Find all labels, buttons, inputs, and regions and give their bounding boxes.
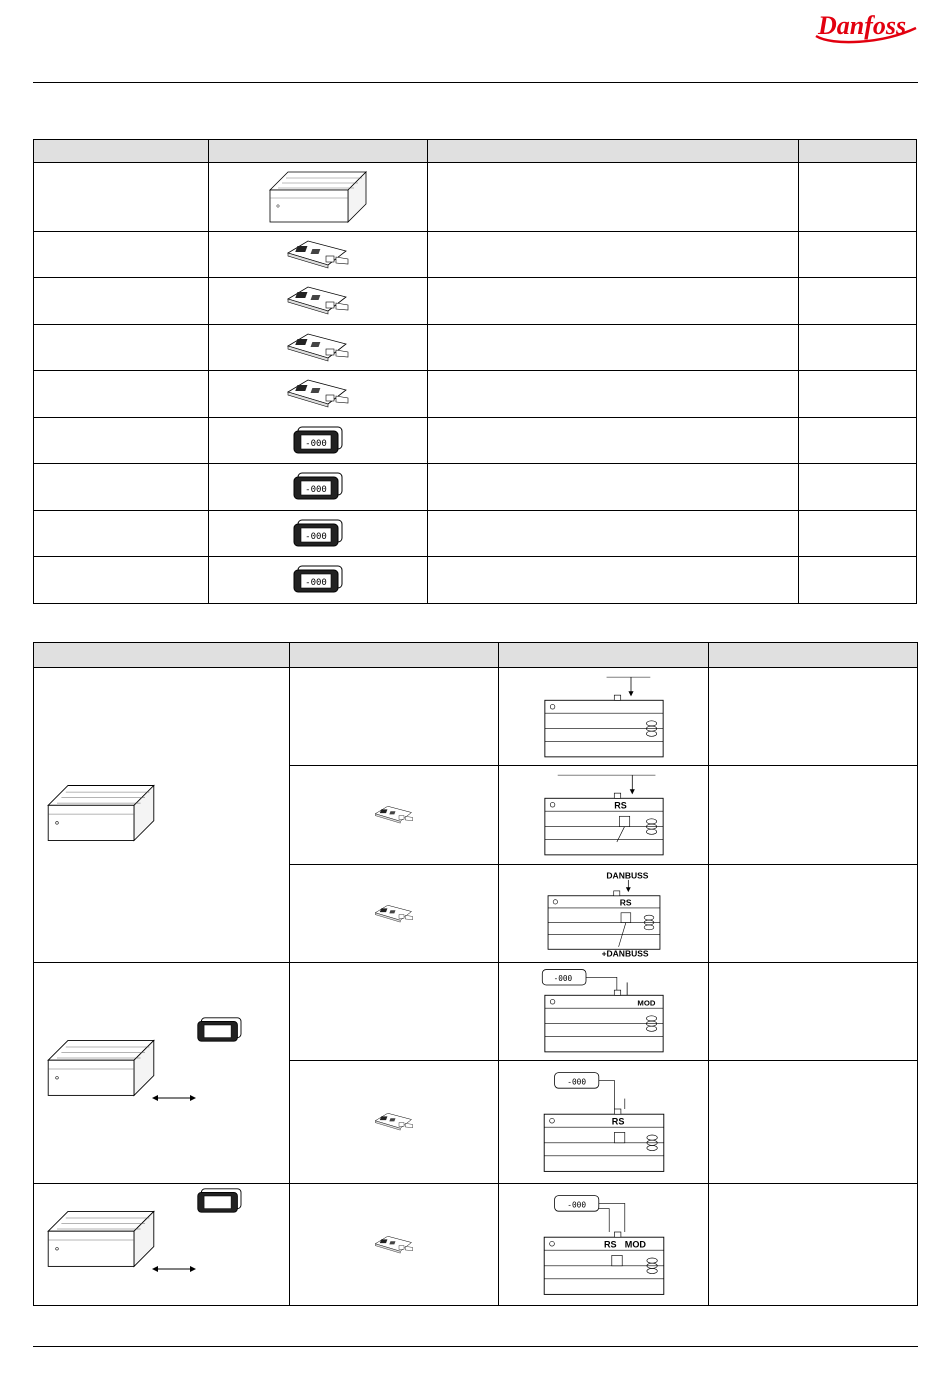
header-cell — [709, 643, 918, 668]
wiring-diagram-icon — [539, 1067, 669, 1177]
wiring-diagram-icon — [539, 770, 669, 860]
product-table-header — [34, 140, 917, 163]
circuit-board-icon — [374, 903, 414, 925]
mod-label: MOD — [624, 1239, 646, 1250]
rs-label: RS — [611, 1116, 624, 1127]
display-readout: -000 — [553, 973, 572, 983]
wiring-cell — [499, 766, 709, 865]
image-cell — [209, 163, 428, 232]
configuration-table — [33, 642, 918, 1306]
description-cell — [428, 418, 799, 464]
code-cell — [799, 371, 917, 418]
wiring-cell — [499, 1184, 709, 1306]
note-cell — [709, 963, 918, 1061]
type-cell — [34, 325, 209, 371]
header-cell — [799, 140, 917, 163]
table-row — [34, 668, 918, 766]
description-cell — [428, 278, 799, 325]
device-image-cell — [34, 963, 290, 1184]
table-row — [34, 232, 917, 278]
code-cell — [799, 464, 917, 511]
wiring-cell — [499, 865, 709, 963]
code-cell — [799, 163, 917, 232]
device-image-cell — [34, 1184, 290, 1306]
table-row — [34, 557, 917, 604]
table-row — [34, 511, 917, 557]
wiring-diagram-icon — [539, 672, 669, 762]
circuit-board-icon — [286, 239, 350, 271]
description-cell — [428, 511, 799, 557]
type-cell — [34, 371, 209, 418]
display-readout: -000 — [566, 1077, 586, 1087]
header-cell — [428, 140, 799, 163]
description-cell — [428, 371, 799, 418]
display-readout: -000 — [305, 531, 327, 542]
description-cell — [428, 163, 799, 232]
note-cell — [709, 1061, 918, 1184]
rs-label: RS — [603, 1239, 617, 1250]
header-cell — [499, 643, 709, 668]
type-cell — [34, 557, 209, 604]
code-cell — [799, 278, 917, 325]
product-table — [33, 139, 917, 604]
description-cell — [428, 464, 799, 511]
image-cell — [209, 371, 428, 418]
controller-module-icon — [46, 763, 156, 863]
table-row — [34, 163, 917, 232]
description-cell — [428, 325, 799, 371]
display-unit-icon — [292, 564, 344, 596]
wiring-diagram-icon — [539, 967, 669, 1057]
code-cell — [799, 557, 917, 604]
circuit-board-icon — [286, 378, 350, 410]
table-row — [34, 1184, 918, 1306]
wiring-cell — [499, 668, 709, 766]
danbuss-label: DANBUSS — [605, 870, 648, 881]
code-cell — [799, 232, 917, 278]
image-cell — [209, 325, 428, 371]
table-row — [34, 418, 917, 464]
wiring-diagram-icon — [539, 869, 669, 959]
image-cell — [209, 557, 428, 604]
rs-label: RS — [619, 896, 632, 907]
circuit-board-icon — [374, 1111, 414, 1133]
table-row — [34, 464, 917, 511]
option-cell — [290, 1061, 499, 1184]
image-cell — [209, 278, 428, 325]
code-cell — [799, 511, 917, 557]
type-cell — [34, 511, 209, 557]
danfoss-logo — [812, 6, 920, 48]
table-row — [34, 278, 917, 325]
wiring-cell — [499, 963, 709, 1061]
type-cell — [34, 464, 209, 511]
note-cell — [709, 1184, 918, 1306]
header-cell — [209, 140, 428, 163]
option-cell — [290, 668, 499, 766]
table-row — [34, 371, 917, 418]
device-image-cell — [34, 668, 290, 963]
image-cell — [209, 464, 428, 511]
display-readout: -000 — [305, 438, 327, 449]
footer-rule — [33, 1346, 918, 1347]
header-cell — [34, 643, 290, 668]
option-cell — [290, 865, 499, 963]
table-row — [34, 325, 917, 371]
circuit-board-icon — [374, 804, 414, 826]
description-cell — [428, 557, 799, 604]
plus-danbuss-label: +DANBUSS — [601, 948, 649, 959]
type-cell — [34, 278, 209, 325]
display-readout: -000 — [305, 485, 327, 495]
rs-label: RS — [613, 800, 627, 811]
mod-label: MOD — [636, 998, 655, 1008]
option-cell — [290, 766, 499, 865]
image-cell — [209, 232, 428, 278]
header-rule — [33, 82, 918, 83]
wiring-cell — [499, 1061, 709, 1184]
type-cell — [34, 163, 209, 232]
option-cell — [290, 963, 499, 1061]
controller-with-display-icon — [46, 1016, 276, 1126]
option-cell — [290, 1184, 499, 1306]
wiring-diagram-icon — [539, 1190, 669, 1300]
note-cell — [709, 668, 918, 766]
image-cell — [209, 511, 428, 557]
image-cell — [209, 418, 428, 464]
display-readout: -000 — [566, 1199, 586, 1209]
description-cell — [428, 232, 799, 278]
code-cell — [799, 418, 917, 464]
controller-module-icon — [268, 168, 368, 226]
display-unit-icon — [292, 425, 344, 457]
display-unit-icon — [292, 471, 344, 503]
display-readout: -000 — [305, 578, 327, 588]
configuration-table-header — [34, 643, 918, 668]
header-cell — [34, 140, 209, 163]
circuit-board-icon — [286, 285, 350, 317]
note-cell — [709, 865, 918, 963]
controller-with-display-icon — [46, 1187, 276, 1297]
display-unit-icon — [292, 518, 344, 550]
table-row — [34, 963, 918, 1061]
type-cell — [34, 232, 209, 278]
header-cell — [290, 643, 499, 668]
note-cell — [709, 766, 918, 865]
code-cell — [799, 325, 917, 371]
circuit-board-icon — [286, 332, 350, 364]
brand-name: Danfoss — [818, 11, 907, 40]
type-cell — [34, 418, 209, 464]
circuit-board-icon — [374, 1234, 414, 1256]
